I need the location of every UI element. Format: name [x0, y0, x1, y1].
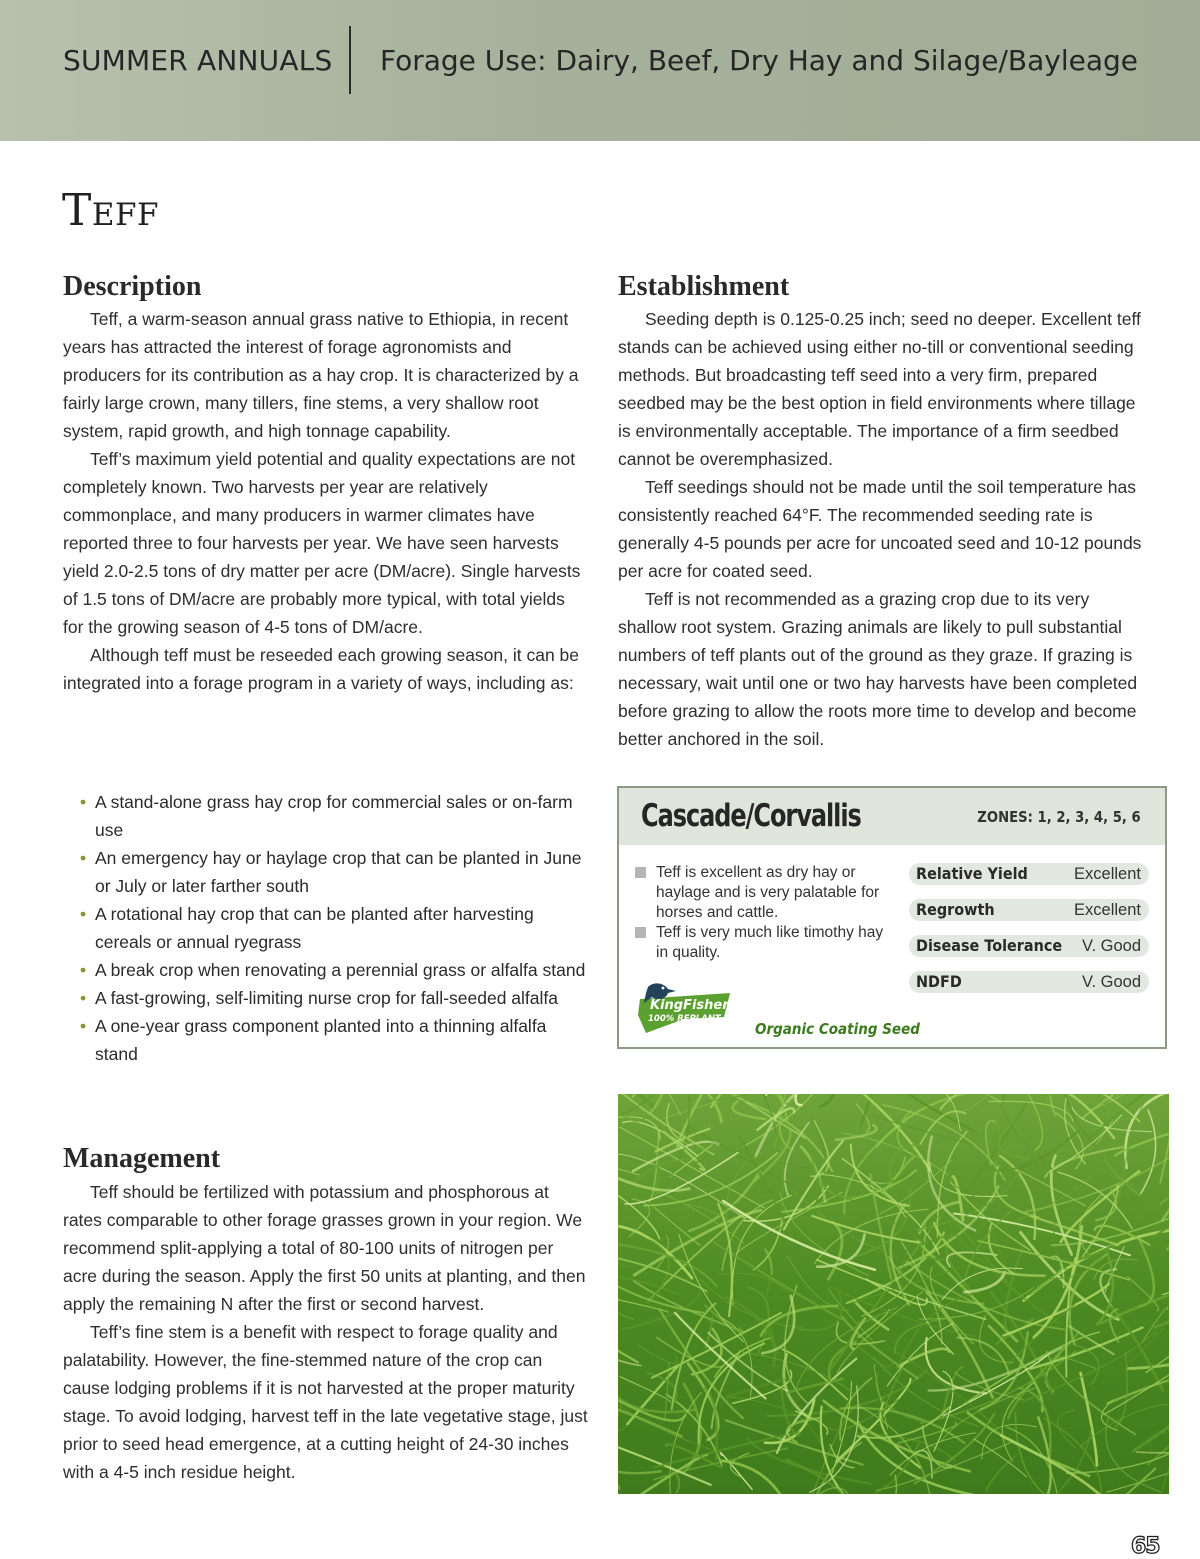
description-text: [63, 305, 588, 697]
bullet-icon: •: [80, 956, 86, 984]
management-paragraph: Teff’s fine stem is a benefit with respect to forage quality and palatability. However, the fine-stemmed nature of the crop can cause lodging problems if it is not harvested at the proper maturity stage. To avoid lodging, harvest teff in the late vegetative stage, just prior to seed head emergence, at a cutting height of 24-30 inches with a 4-5 inch residue height.: [63, 1318, 588, 1486]
list-item: • A rotational hay crop that can be planted after harvesting cereals or annual ryegrass: [80, 900, 590, 956]
zones-label: ZONES: 1, 2, 3, 4, 5, 6: [978, 808, 1141, 826]
square-bullet-icon: [635, 927, 646, 938]
page-title: Teff: [62, 185, 159, 236]
bullet-icon: •: [80, 1012, 86, 1040]
product-card: [617, 786, 1167, 1049]
rating-value: V. Good: [1082, 973, 1141, 992]
list-item: • A one-year grass component planted into a thinning alfalfa stand: [80, 1012, 590, 1068]
bullet-icon: •: [80, 788, 86, 816]
product-header: [619, 788, 1165, 845]
list-item: • A break crop when renovating a perennial grass or alfalfa stand: [80, 956, 590, 984]
list-item: • A stand-alone grass hay crop for commercial sales or on-farm use: [80, 788, 590, 844]
description-paragraph: Although teff must be reseeded each growing season, it can be integrated into a forage program in a variety of ways, including as:: [63, 641, 588, 697]
establishment-paragraph: Teff is not recommended as a grazing crop due to its very shallow root system. Grazing animals are likely to pull substantial numbers of teff plants out of the ground as they graze. If grazing is necessary, wait until one or two hay harvests have been completed before grazing to allow the roots more time to develop and become better anchored in the soil.: [618, 585, 1143, 753]
rating-label: NDFD: [916, 972, 962, 991]
section-label: SUMMER ANNUALS: [63, 44, 333, 77]
list-item: • A fast-growing, self-limiting nurse crop for fall-seeded alfalfa: [80, 984, 590, 1012]
rating-label: Relative Yield: [916, 864, 1028, 883]
logo-tagline: 100% REPLANT: [648, 1014, 722, 1024]
management-heading: Management: [63, 1143, 220, 1175]
product-notes: [635, 863, 897, 963]
description-paragraph: Teff’s maximum yield potential and quality expectations are not completely known. Two harvests per year are relatively commonplace, and many producers in warmer climates have reported three to four harvests per year. We have seen harvests yield 2.0-2.5 tons of dry matter per acre (DM/acre). Single harvests of 1.5 tons of DM/acre are probably more typical, with total yields for the growing season of 4-5 tons of DM/acre.: [63, 445, 588, 641]
logo-text: KingFisher: [650, 998, 730, 1013]
page-number: 65: [1131, 1534, 1160, 1559]
establishment-heading: Establishment: [618, 271, 789, 303]
forage-use-subtitle: Forage Use: Dairy, Beef, Dry Hay and Silage/Bayleage: [380, 44, 1138, 77]
grass-image: [618, 1094, 1169, 1494]
bullet-icon: •: [80, 900, 86, 928]
organic-coating-label: Organic Coating Seed: [755, 1020, 920, 1038]
rating-value: V. Good: [1082, 937, 1141, 956]
product-name: Cascade/Corvallis: [641, 798, 861, 834]
management-text: [63, 1178, 588, 1486]
rating-value: Excellent: [1074, 865, 1141, 884]
kingfisher-logo: [636, 981, 732, 1036]
description-paragraph: Teff, a warm-season annual grass native to Ethiopia, in recent years has attracted the interest of forage agronomists and producers for its contribution as a hay crop. It is characterized by a fairly large crown, many tillers, fine stems, a very shallow root system, rapid growth, and high tonnage capability.: [63, 305, 588, 445]
establishment-paragraph: Seeding depth is 0.125-0.25 inch; seed no deeper. Excellent teff stands can be achieved using either no-till or conventional seeding methods. But broadcasting teff seed into a very firm, prepared seedbed may be the best option in field environments where tillage is environmentally acceptable. The importance of a firm seedbed cannot be overemphasized.: [618, 305, 1143, 473]
description-heading: Description: [63, 271, 201, 303]
management-paragraph: Teff should be fertilized with potassium and phosphorous at rates comparable to other forage grasses grown in your region. We recommend split-applying a total of 80-100 units of nitrogen per acre during the season. Apply the first 50 units at planting, and then apply the remaining N after the first or second harvest.: [63, 1178, 588, 1318]
square-bullet-icon: [635, 867, 646, 878]
list-item: Teff is excellent as dry hay or haylage and is very palatable for horses and cattle.: [635, 863, 897, 923]
rating-label: Disease Tolerance: [916, 936, 1062, 955]
list-item: Teff is very much like timothy hay in quality.: [635, 923, 897, 963]
rating-row: [909, 863, 1149, 885]
establishment-paragraph: Teff seedings should not be made until the soil temperature has consistently reached 64°F. The recommended seeding rate is generally 4-5 pounds per acre for uncoated seed and 10-12 pounds per acre for coated seed.: [618, 473, 1143, 585]
rating-label: Regrowth: [916, 900, 995, 919]
bullet-icon: •: [80, 984, 86, 1012]
uses-list: [80, 788, 590, 1068]
header-banner: [0, 0, 1200, 141]
rating-row: [909, 899, 1149, 921]
rating-value: Excellent: [1074, 901, 1141, 920]
establishment-text: [618, 305, 1143, 753]
bullet-icon: •: [80, 844, 86, 872]
teff-grass-photo: [618, 1094, 1169, 1494]
list-item: • An emergency hay or haylage crop that can be planted in June or July or later farther south: [80, 844, 590, 900]
header-divider: [349, 26, 351, 94]
rating-row: [909, 971, 1149, 993]
rating-row: [909, 935, 1149, 957]
